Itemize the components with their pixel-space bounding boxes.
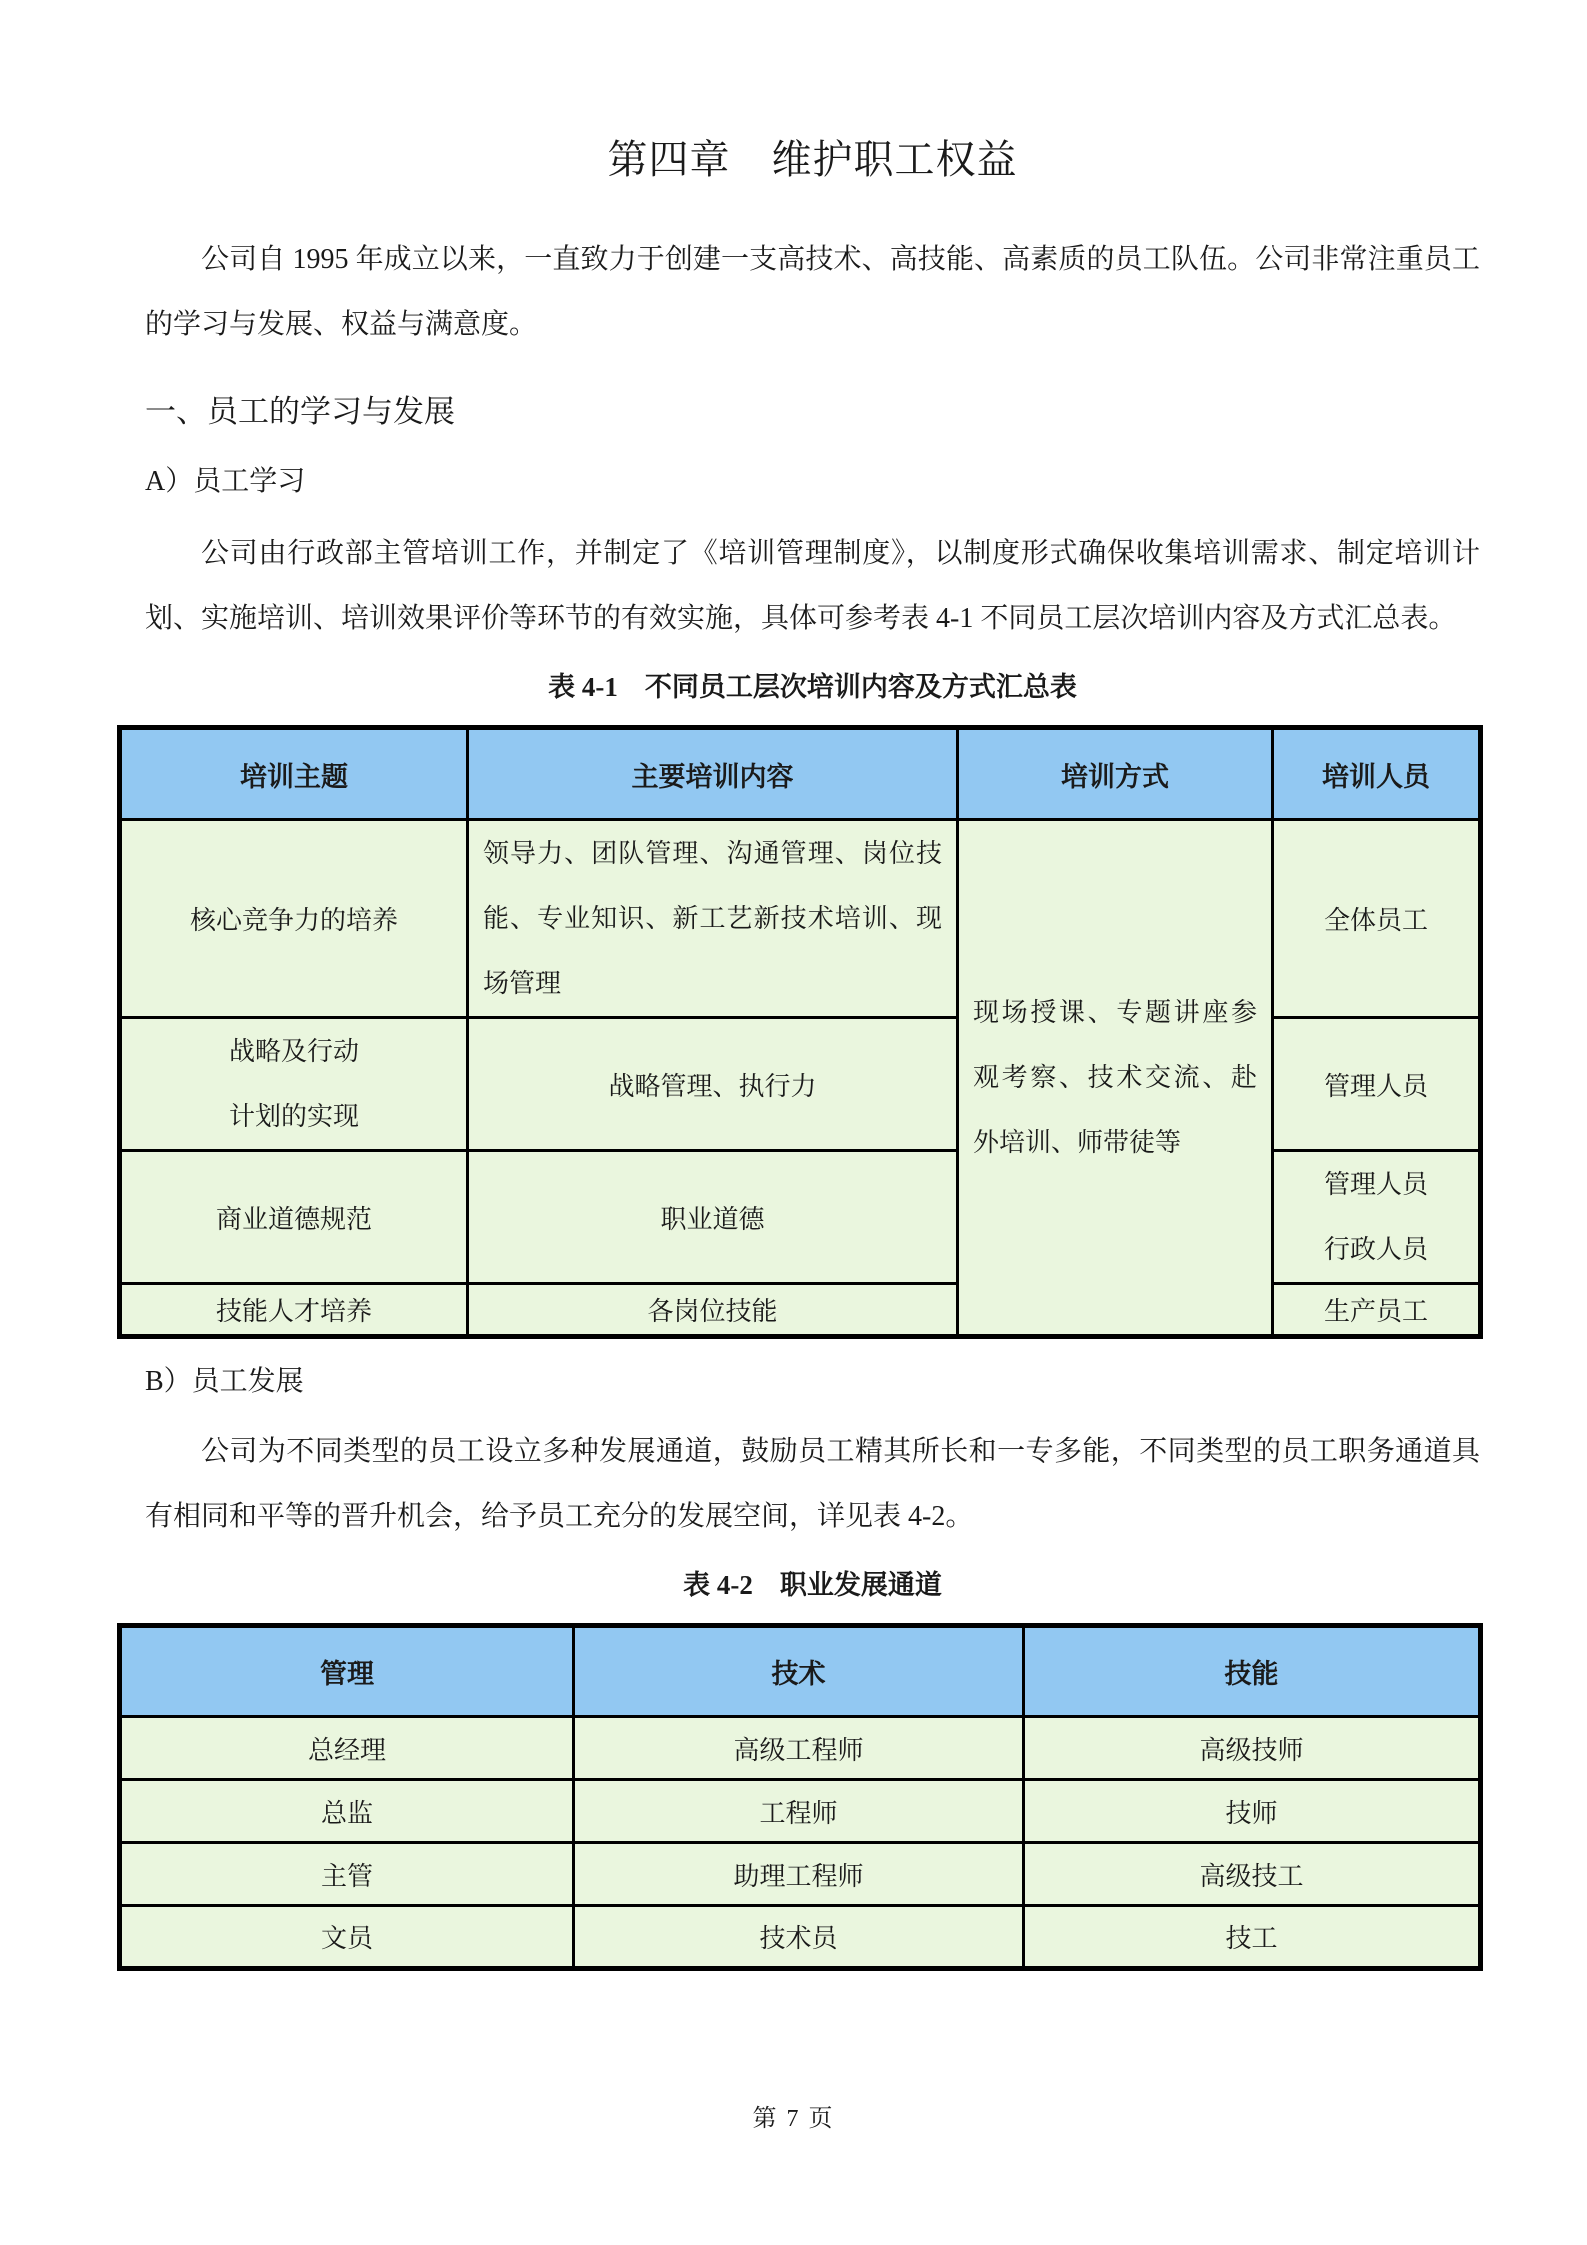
header-cell-management: 管理 (120, 1626, 574, 1717)
table2-caption: 表 4-2 职业发展通道 (683, 1570, 942, 1600)
table-header-row (120, 728, 1481, 820)
trainees-cell (1273, 1151, 1481, 1284)
header-cell-method: 培训方式 (958, 728, 1273, 820)
topic-cell: 核心竞争力的培养 (120, 820, 468, 1018)
content-cell: 战略管理、执行力 (468, 1018, 958, 1151)
content-cell: 职业道德 (468, 1151, 958, 1284)
career-cell: 技术员 (574, 1906, 1024, 1969)
trainees-cell: 全体员工 (1273, 820, 1481, 1018)
trainees-line: 行政人员 (1323, 1235, 1428, 1264)
page-number: 第 7 页 (752, 2106, 835, 2132)
career-cell: 文员 (120, 1906, 574, 1969)
subsection-b-heading: B）员工发展 (145, 1366, 304, 1397)
header-cell-skill: 技能 (1024, 1626, 1481, 1717)
subsection-a-heading: A）员工学习 (145, 466, 306, 497)
table-row (120, 1906, 1481, 1969)
career-cell: 高级技工 (1024, 1843, 1481, 1906)
career-cell: 助理工程师 (574, 1843, 1024, 1906)
trainees-cell: 管理人员 (1273, 1018, 1481, 1151)
intro-paragraph: 公司自 1995 年成立以来，一直致力于创建一支高技术、高技能、高素质的员工队伍。公司非常注重员工的学习与发展、权益与满意度。 (145, 244, 1480, 340)
topic-line: 战略及行动 (228, 1037, 359, 1066)
header-cell-content: 主要培训内容 (468, 728, 958, 820)
career-cell: 总经理 (120, 1717, 574, 1780)
content-cell: 各岗位技能 (468, 1284, 958, 1337)
career-cell: 技师 (1024, 1780, 1481, 1843)
chapter-title: 第四章 维护职工权益 (607, 137, 1018, 182)
career-cell: 主管 (120, 1843, 574, 1906)
career-cell: 高级工程师 (574, 1717, 1024, 1780)
header-cell-topic: 培训主题 (120, 728, 468, 820)
career-cell: 工程师 (574, 1780, 1024, 1843)
topic-cell: 技能人才培养 (120, 1284, 468, 1337)
trainees-line: 管理人员 (1323, 1170, 1428, 1199)
table-row (120, 1151, 1481, 1284)
trainees-cell: 生产员工 (1273, 1284, 1481, 1337)
development-paragraph: 公司为不同类型的员工设立多种发展通道，鼓励员工精其所长和一专多能，不同类型的员工职务通道具有相同和平等的晋升机会，给予员工充分的发展空间，详见表 4-2。 (145, 1436, 1480, 1532)
topic-line: 计划的实现 (228, 1102, 359, 1131)
career-path-table (117, 1623, 1483, 1971)
table-row (120, 1843, 1481, 1906)
section-heading-learning-development: 一、员工的学习与发展 (145, 394, 455, 429)
header-cell-technical: 技术 (574, 1626, 1024, 1717)
table-row (120, 1018, 1481, 1151)
topic-cell: 商业道德规范 (120, 1151, 468, 1284)
content-cell: 领导力、团队管理、沟通管理、岗位技能、专业知识、新工艺新技术培训、现场管理 (468, 820, 958, 1018)
header-cell-trainees: 培训人员 (1273, 728, 1481, 820)
table-row (120, 1284, 1481, 1337)
topic-cell (120, 1018, 468, 1151)
training-summary-table (117, 725, 1483, 1339)
method-merged-cell: 现场授课、专题讲座参观考察、技术交流、赴外培训、师带徒等 (958, 820, 1273, 1337)
career-cell: 技工 (1024, 1906, 1481, 1969)
career-cell: 总监 (120, 1780, 574, 1843)
table-row (120, 1780, 1481, 1843)
table1-caption: 表 4-1 不同员工层次培训内容及方式汇总表 (548, 672, 1077, 702)
table-row (120, 820, 1481, 1018)
table-row (120, 1717, 1481, 1780)
table-header-row (120, 1626, 1481, 1717)
training-paragraph: 公司由行政部主管培训工作，并制定了《培训管理制度》，以制度形式确保收集培训需求、制定培训计划、实施培训、培训效果评价等环节的有效实施，具体可参考表 4-1 不同员工层次培训内容及方式汇总表。 (145, 538, 1480, 634)
career-cell: 高级技师 (1024, 1717, 1481, 1780)
